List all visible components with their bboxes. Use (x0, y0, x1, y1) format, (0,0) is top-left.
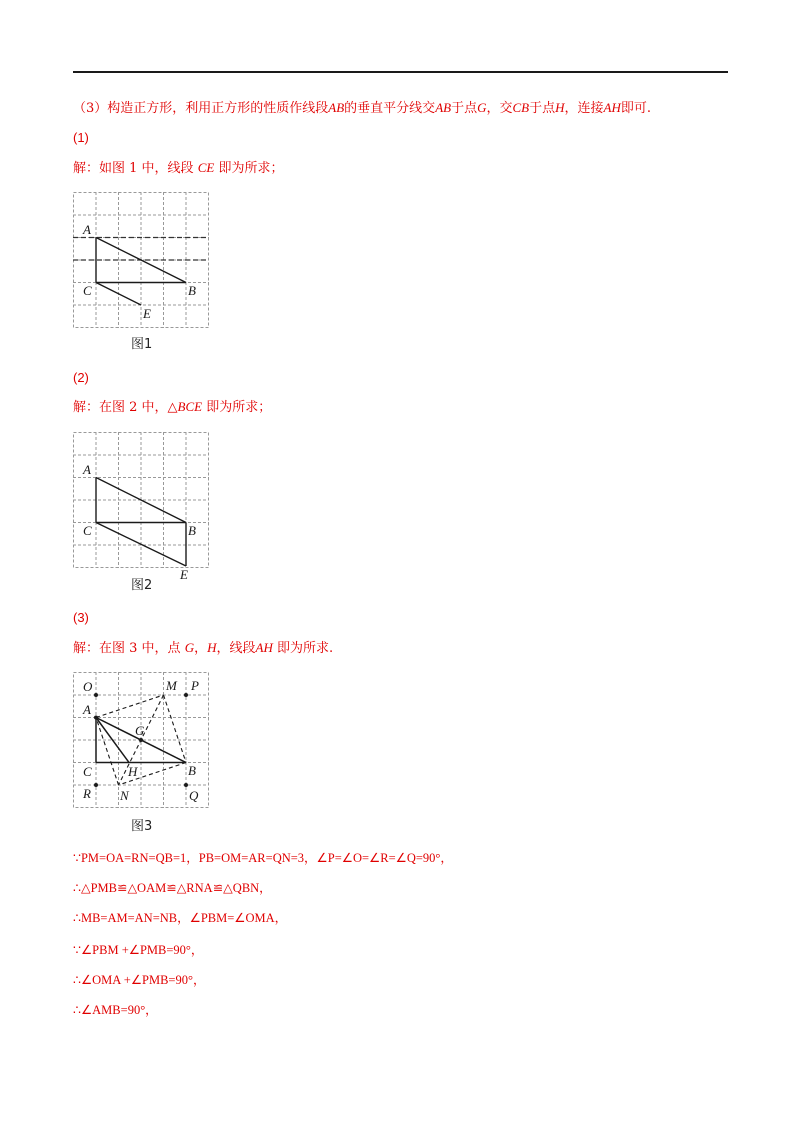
part3-heading: (3) (73, 610, 89, 625)
fig3-label-b: B (188, 763, 196, 778)
part1-heading: (1) (73, 130, 89, 145)
proof-line-4: ∵∠PBM +∠PMB=90°， (73, 943, 204, 957)
fig2-label-b: B (188, 523, 196, 538)
fig3-label-n: N (120, 788, 129, 803)
fig1-label-c: C (83, 283, 92, 298)
proof-line-2: ∴△PMB≌△OAM≌△RNA≌△QBN， (73, 881, 272, 895)
figure-1 (73, 192, 213, 328)
top-rule (73, 71, 728, 73)
fig2-label-a: A (83, 462, 91, 477)
part2-answer: 解：在图 2 中，△BCE 即为所求； (73, 399, 272, 415)
fig3-label-a: A (83, 702, 91, 717)
figure-1-caption: 图1 (131, 337, 153, 352)
figure-2 (73, 432, 213, 572)
figure-2-caption: 图2 (131, 578, 153, 593)
fig3-label-o: O (83, 679, 93, 694)
part3-answer: 解：在图 3 中，点 G，H，线段AH 即为所求. (73, 640, 334, 656)
fig1-label-b: B (188, 283, 196, 298)
fig1-label-a: A (83, 222, 91, 237)
fig2-label-c: C (83, 523, 92, 538)
figure-3 (73, 672, 213, 812)
figure-3-caption: 图3 (131, 819, 153, 834)
fig3-label-h: H (128, 764, 138, 779)
proof-line-1: ∵PM=OA=RN=QB=1，PB=OM=AR=QN=3，∠P=∠O=∠R=∠Q=90°， (73, 851, 453, 865)
fig3-label-m: M (166, 678, 177, 693)
fig2-label-e: E (180, 567, 188, 582)
fig3-label-g: G (135, 723, 145, 738)
fig3-label-r: R (83, 786, 91, 801)
part2-heading: (2) (73, 370, 89, 385)
fig3-label-q: Q (189, 788, 199, 803)
fig1-label-e: E (143, 306, 151, 321)
proof-line-3: ∴MB=AM=AN=NB，∠PBM=∠OMA， (73, 911, 288, 925)
proof-line-6: ∴∠AMB=90°， (73, 1003, 158, 1017)
intro-line: （3）构造正方形，利用正方形的性质作线段AB的垂直平分线交AB于点G，交CB于点H，连接AH即可. (73, 100, 652, 116)
fig3-label-p: P (191, 678, 199, 693)
part1-answer: 解：如图 1 中，线段 CE 即为所求； (73, 160, 284, 176)
proof-line-5: ∴∠OMA +∠PMB=90°， (73, 973, 206, 987)
fig3-label-c: C (83, 764, 92, 779)
